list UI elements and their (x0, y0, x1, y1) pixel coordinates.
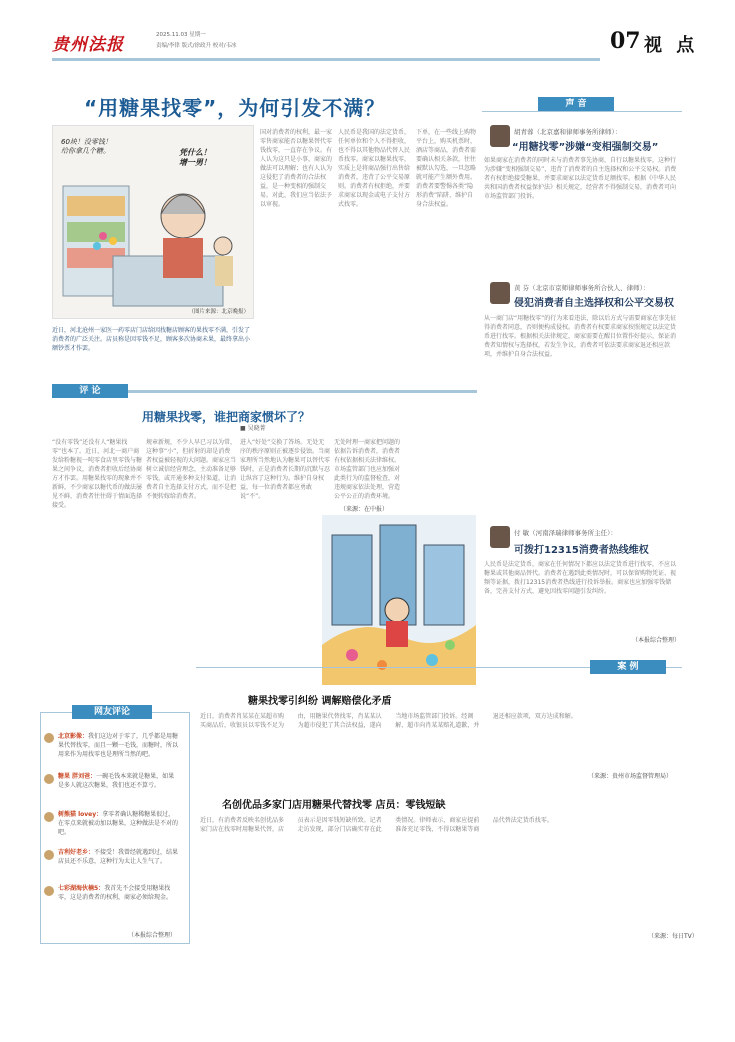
masthead (52, 28, 702, 70)
masthead-rule (52, 58, 600, 61)
expert-photo-huang (490, 282, 510, 304)
speech-bubble-customer: 凭什么！ 增一男！ (179, 148, 211, 167)
comment-column-4: 无处时理一商家把问题的依据告诉消费者，消费者有权依据相关法律维权。市场监管部门也应加强对此类行为的监督检查，对违规商家依法处理，营造公平公正的消费环境。 (334, 439, 400, 500)
photo-caption: （图片来源：北京晚报） (188, 309, 249, 315)
expert-photo-fu (490, 526, 510, 548)
case2-headline: 名创优品多家门店用糖果代替找零 店员：零钱短缺 (222, 800, 446, 811)
expert-body-fu: 人民币是法定货币，商家在任何情况下都应以法定货币进行找零，不应以糖果或其他商品替代。消费者在遇到此类情况时，可以保留购物凭证、视频等证据，拨打12315消费者热线进行投诉举报。商家也应加强零钱储备，完善支付方式，避免因找零问题引发纠纷。 (484, 561, 677, 595)
lead-intro: 近日，河北沧州一家医一药零店门店给因找糖店顾客的果找零不满，引发了消费者的广泛关注。店员称是因零钱不足，顾客多次协商未果，最终拿出小额钞票才作罢。 (52, 327, 251, 352)
lead-column-2: 人民币是我国的法定货币，任何单位和个人不得拒收，也不得以其他物品代替人民币找零。商家以糖果找零，实质上是将商品强行出售给消费者，违背了公平交易原则。消费者有权拒绝，并要求商家以现金或电子支付方式找零。 (338, 129, 410, 208)
comment-column-3: 进入“好处”交换了答场。无处无序的秩序原则正被逐步侵蚀。当商家理所当然地认为糖果可以替代零钱时，正是消费者长期的沉默与忍让纵容了这种行为。维护自身权益，每一位消费者都应勇敢说“不”。 (240, 439, 330, 500)
voice-source: （本报综合整理） (632, 637, 681, 644)
case1-headline: 糖果找零引纠纷 调解赔偿化矛盾 (248, 696, 392, 707)
netizen-avatar-1 (44, 733, 54, 743)
comment-section-tag: 评 论 (52, 384, 128, 398)
netizen-avatar-3 (44, 812, 54, 822)
voice-rule (482, 111, 682, 112)
netizen-comment-4: 吉利好老乡：不接受！我曾经就遇到过，结果店员还不乐意，这种行为太让人生气了。 (58, 849, 179, 865)
expert-photo-hu (490, 125, 510, 147)
expert-title-huang: 侵犯消费者自主选择权和公平交易权 (514, 298, 674, 309)
expert-name-huang: 黄 芬（北京市京师律师事务所合伙人、律师）： (514, 284, 650, 292)
comment-column-1: “没有零钱”还没有人“糖果找零”也本了。近日，河北一商户商发给粉糖视一吨零食店里零钱与糖果之间争议，消费者拒收后经协商方才作罢。用糖果找零的现象并不新鲜，不少商家以糖代币的做法屡见不鲜，消费者往往碍于情面选择接受。 (52, 439, 142, 509)
expert-name-fu: 付 敏（河南泽瑞律师事务所主任）： (514, 529, 617, 537)
case2-source: （来源：每日TV） (648, 933, 698, 940)
speech-bubble-clerk: 60块！没零钱！ 给你拿几个糖。 (61, 138, 112, 155)
editor-credits: 责编/李律 版式/徐政升 校对/韦冰 (156, 43, 237, 49)
expert-body-huang: 从一商门店“用糖找零”的行为来看违法，除以后方式与需要商家在事先征得消费者同意，否则便构成侵权。消费者有权要求商家按照规定以法定货币进行找零。根据相关法律规定，商家需要在醒目位置作好提示，保证消费者知情权与选择权，若发生争议，消费者可依法要求商家退还相应款项，并维护自身合法权益。 (484, 315, 677, 358)
lead-column-3: 下单，在一些线上购物平台上，购买机票时，酒店等商品，消费者需要确认相关条款，往往被默认勾选，一旦忽略就可能产生额外费用。消费者要警惕各类“隐形消费”陷阱，维护自身合法权益。 (416, 129, 476, 208)
expert-name-hu: 胡青蓉（北京嘉和律师事务所律师）： (514, 128, 622, 136)
expert-title-fu: 可拨打12315消费者热线维权 (514, 545, 649, 556)
comment-headline: 用糖果找零，谁把商家惯坏了？ (142, 410, 311, 424)
case2-body: 近日，有消费者反映名创优品多家门店在找零时用糖果代替，店员表示是因零钱短缺所致。记者走访发现，部分门店确实存在此类情况。律师表示，商家应提前准备充足零钱，不得以糖果等商品代替法定货币找零。 (200, 817, 553, 833)
voice-section-tag: 声 音 (538, 97, 614, 111)
netizen-avatar-5 (44, 886, 54, 896)
netizen-avatar-4 (44, 850, 54, 860)
newspaper-logo: 贵州法报 (52, 35, 124, 55)
case1-body: 近日，消费者肖某某在某超市购买商品后，收银员以零钱不足为由，用糖果代替找零，肖某某认为超市侵犯了其合法权益，遂向当地市场监管部门投诉。经调解，超市向肖某某赔礼道歉，并退还相应款项，双方达成和解。 (200, 713, 577, 729)
cartoon-candy-flood (322, 515, 476, 685)
issue-date: 2025.11.03 星期一 (156, 32, 206, 38)
netizen-comment-1: 北京影像：我们这边对于零了，几乎都是用糖果代替找零，而且一颗一毛钱，而糖时，所以用来作为用找零也是理所当然的吧。 (58, 733, 179, 758)
lead-illustration (52, 125, 254, 319)
netizen-section-tag: 网友评论 (72, 705, 152, 719)
netizen-comment-2: 糖果 胖刘爸：一碗毛钱本来就是糖果，如果是多人就这次糖果，我们也还不算亏。 (58, 773, 175, 789)
netizen-source: （本报综合整理） (128, 932, 177, 939)
case-section-tag: 案 例 (590, 660, 666, 674)
netizen-comment-3: 树熊猫 lovey：拿零者确认糖稀糖果很过，在零点来就被动加以糖果，这种做法是不对的吧。 (58, 811, 179, 836)
section-name: 视 点 (644, 35, 699, 56)
comment-illustration (322, 515, 476, 685)
case1-source: （来源：贵州市场监督管理局） (588, 773, 673, 780)
expert-body-hu: 如果商家在消费者的同时未与消费者事先协商，自行以糖果找零，这种行为涉嫌“变相强制交易”，违背了消费者的自主选择权和公平交易权。消费者有权拒绝接受糖果，并要求商家以法定货币足额找零。根据《中华人民共和国消费者权益保护法》相关规定，经营者不得强制交易，消费者可向市场监管部门投诉。 (484, 157, 677, 200)
netizen-avatar-2 (44, 774, 54, 784)
page-number: 07 (610, 28, 641, 54)
lead-column-1: 国对消费者的权利，最一家零售商家能否以糖果替代零钱找零，一直存在争议。有人认为这只是小事，商家的做法可以理解；也有人认为这侵犯了消费者的合法权益，是一种变相的强制交易。对此，我们应当依法予以审视。 (260, 129, 332, 208)
comment-column-2: 规章新规，不少人早已习以为常，这种事“小”，但折射的却是消费者权益被轻视的大问题。商家应当树立诚信经营理念，主动准备足够零钱，或开通多种支付渠道，让消费者自主选择支付方式，而不是把不便转嫁给消费者。 (146, 439, 236, 500)
lead-headline: “用糖果找零”，为何引发不满？ (84, 96, 386, 120)
comment-author: ■ 吴晓菁 (240, 425, 266, 432)
netizen-comment-5: 七彩湖海伙楠5：我首先不会接受用糖果找零，这是消费者的权利，商家必须给现金。 (58, 885, 173, 901)
comment-source: （来源：在中报） (340, 506, 389, 513)
expert-title-hu: “用糖找零”涉嫌“变相强制交易” (512, 142, 659, 153)
